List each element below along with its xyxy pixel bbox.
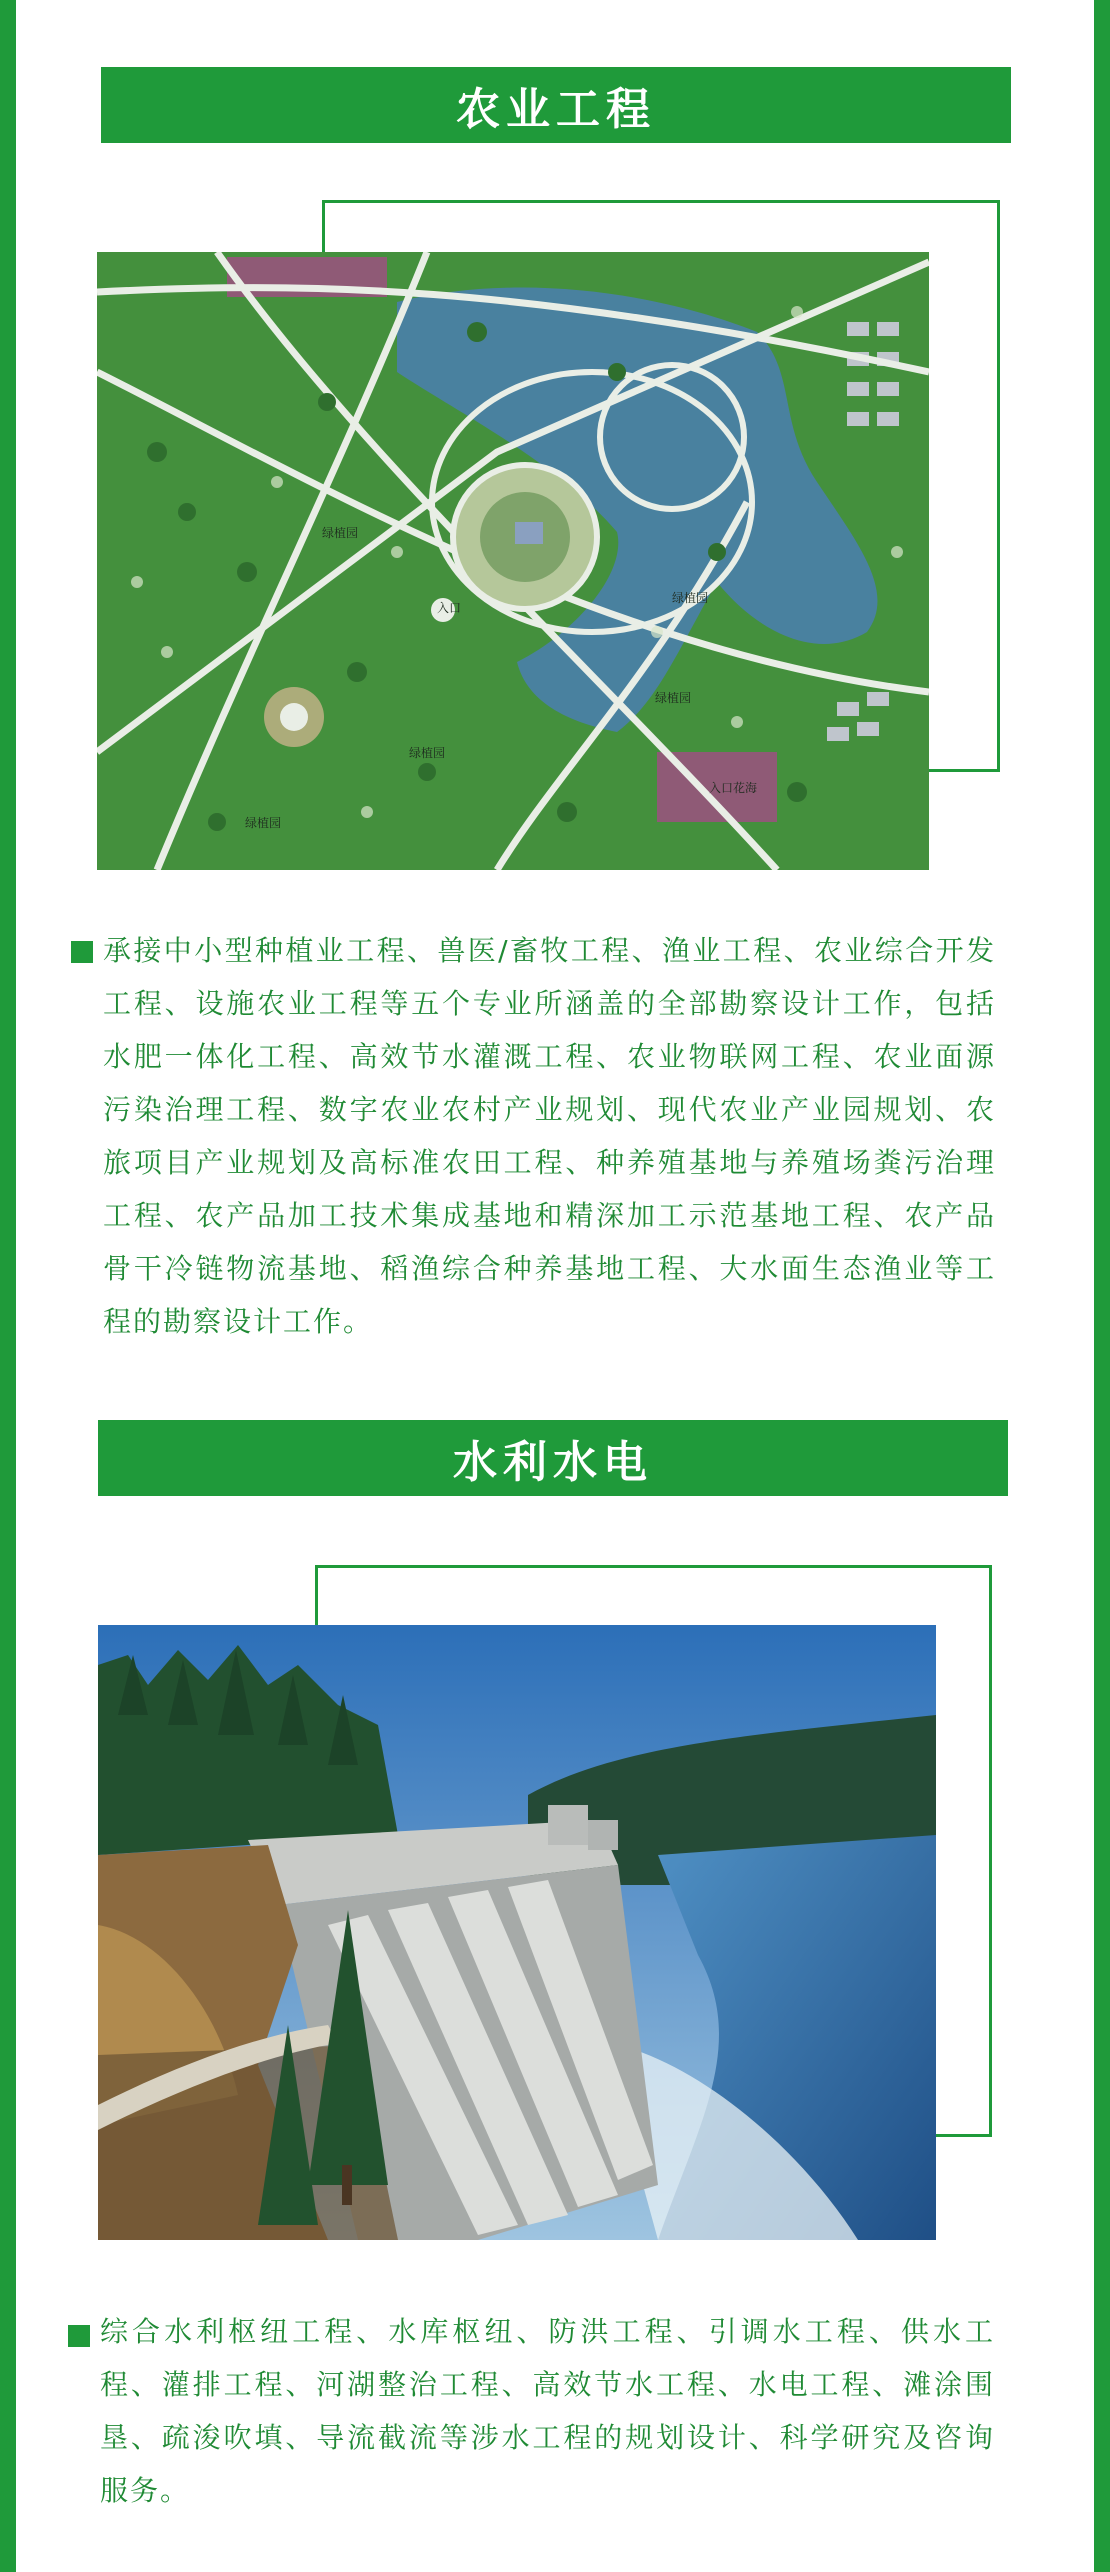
- section-title-hydropower: 水利水电: [98, 1420, 1008, 1496]
- map-label: 绿植园: [672, 591, 709, 605]
- section-body-hydropower: 综合水利枢纽工程、水库枢纽、防洪工程、引调水工程、供水工程、灌排工程、河湖整治工程、高效节水工程、水电工程、滩涂围垦、疏浚吹填、导流截流等涉水工程的规划设计、科学研究及咨询服务。: [100, 2315, 995, 2507]
- left-border-bar: [0, 0, 16, 2572]
- map-label: 入口花海: [709, 781, 758, 795]
- section-body-agriculture: 承接中小型种植业工程、兽医/畜牧工程、渔业工程、农业综合开发工程、设施农业工程等五个专业所涵盖的全部勘察设计工作，包括水肥一体化工程、高效节水灌溉工程、农业物联网工程、农业面源污染治理工程、数字农业农村产业规划、现代农业产业园规划、农旅项目产业规划及高标准农田工程、种养殖基地与养殖场粪污治理工程、农产品加工技术集成基地和精深加工示范基地工程、农产品骨干冷链物流基地、稻渔综合种养基地工程、大水面生态渔业等工程的勘察设计工作。: [103, 934, 996, 1338]
- hydroelectric-dam-image: [98, 1625, 936, 2240]
- map-label: 绿植园: [322, 526, 359, 540]
- right-border-bar: [1094, 0, 1110, 2572]
- map-label: 绿植园: [245, 816, 282, 830]
- agricultural-park-map-image: [97, 252, 929, 870]
- map-label: 入口: [437, 601, 462, 615]
- map-label: 绿植园: [409, 746, 446, 760]
- section-title-agriculture: 农业工程: [101, 67, 1011, 143]
- map-label: 绿植园: [655, 691, 692, 705]
- bullet-square-icon: [68, 2325, 90, 2347]
- bullet-square-icon: [71, 941, 93, 963]
